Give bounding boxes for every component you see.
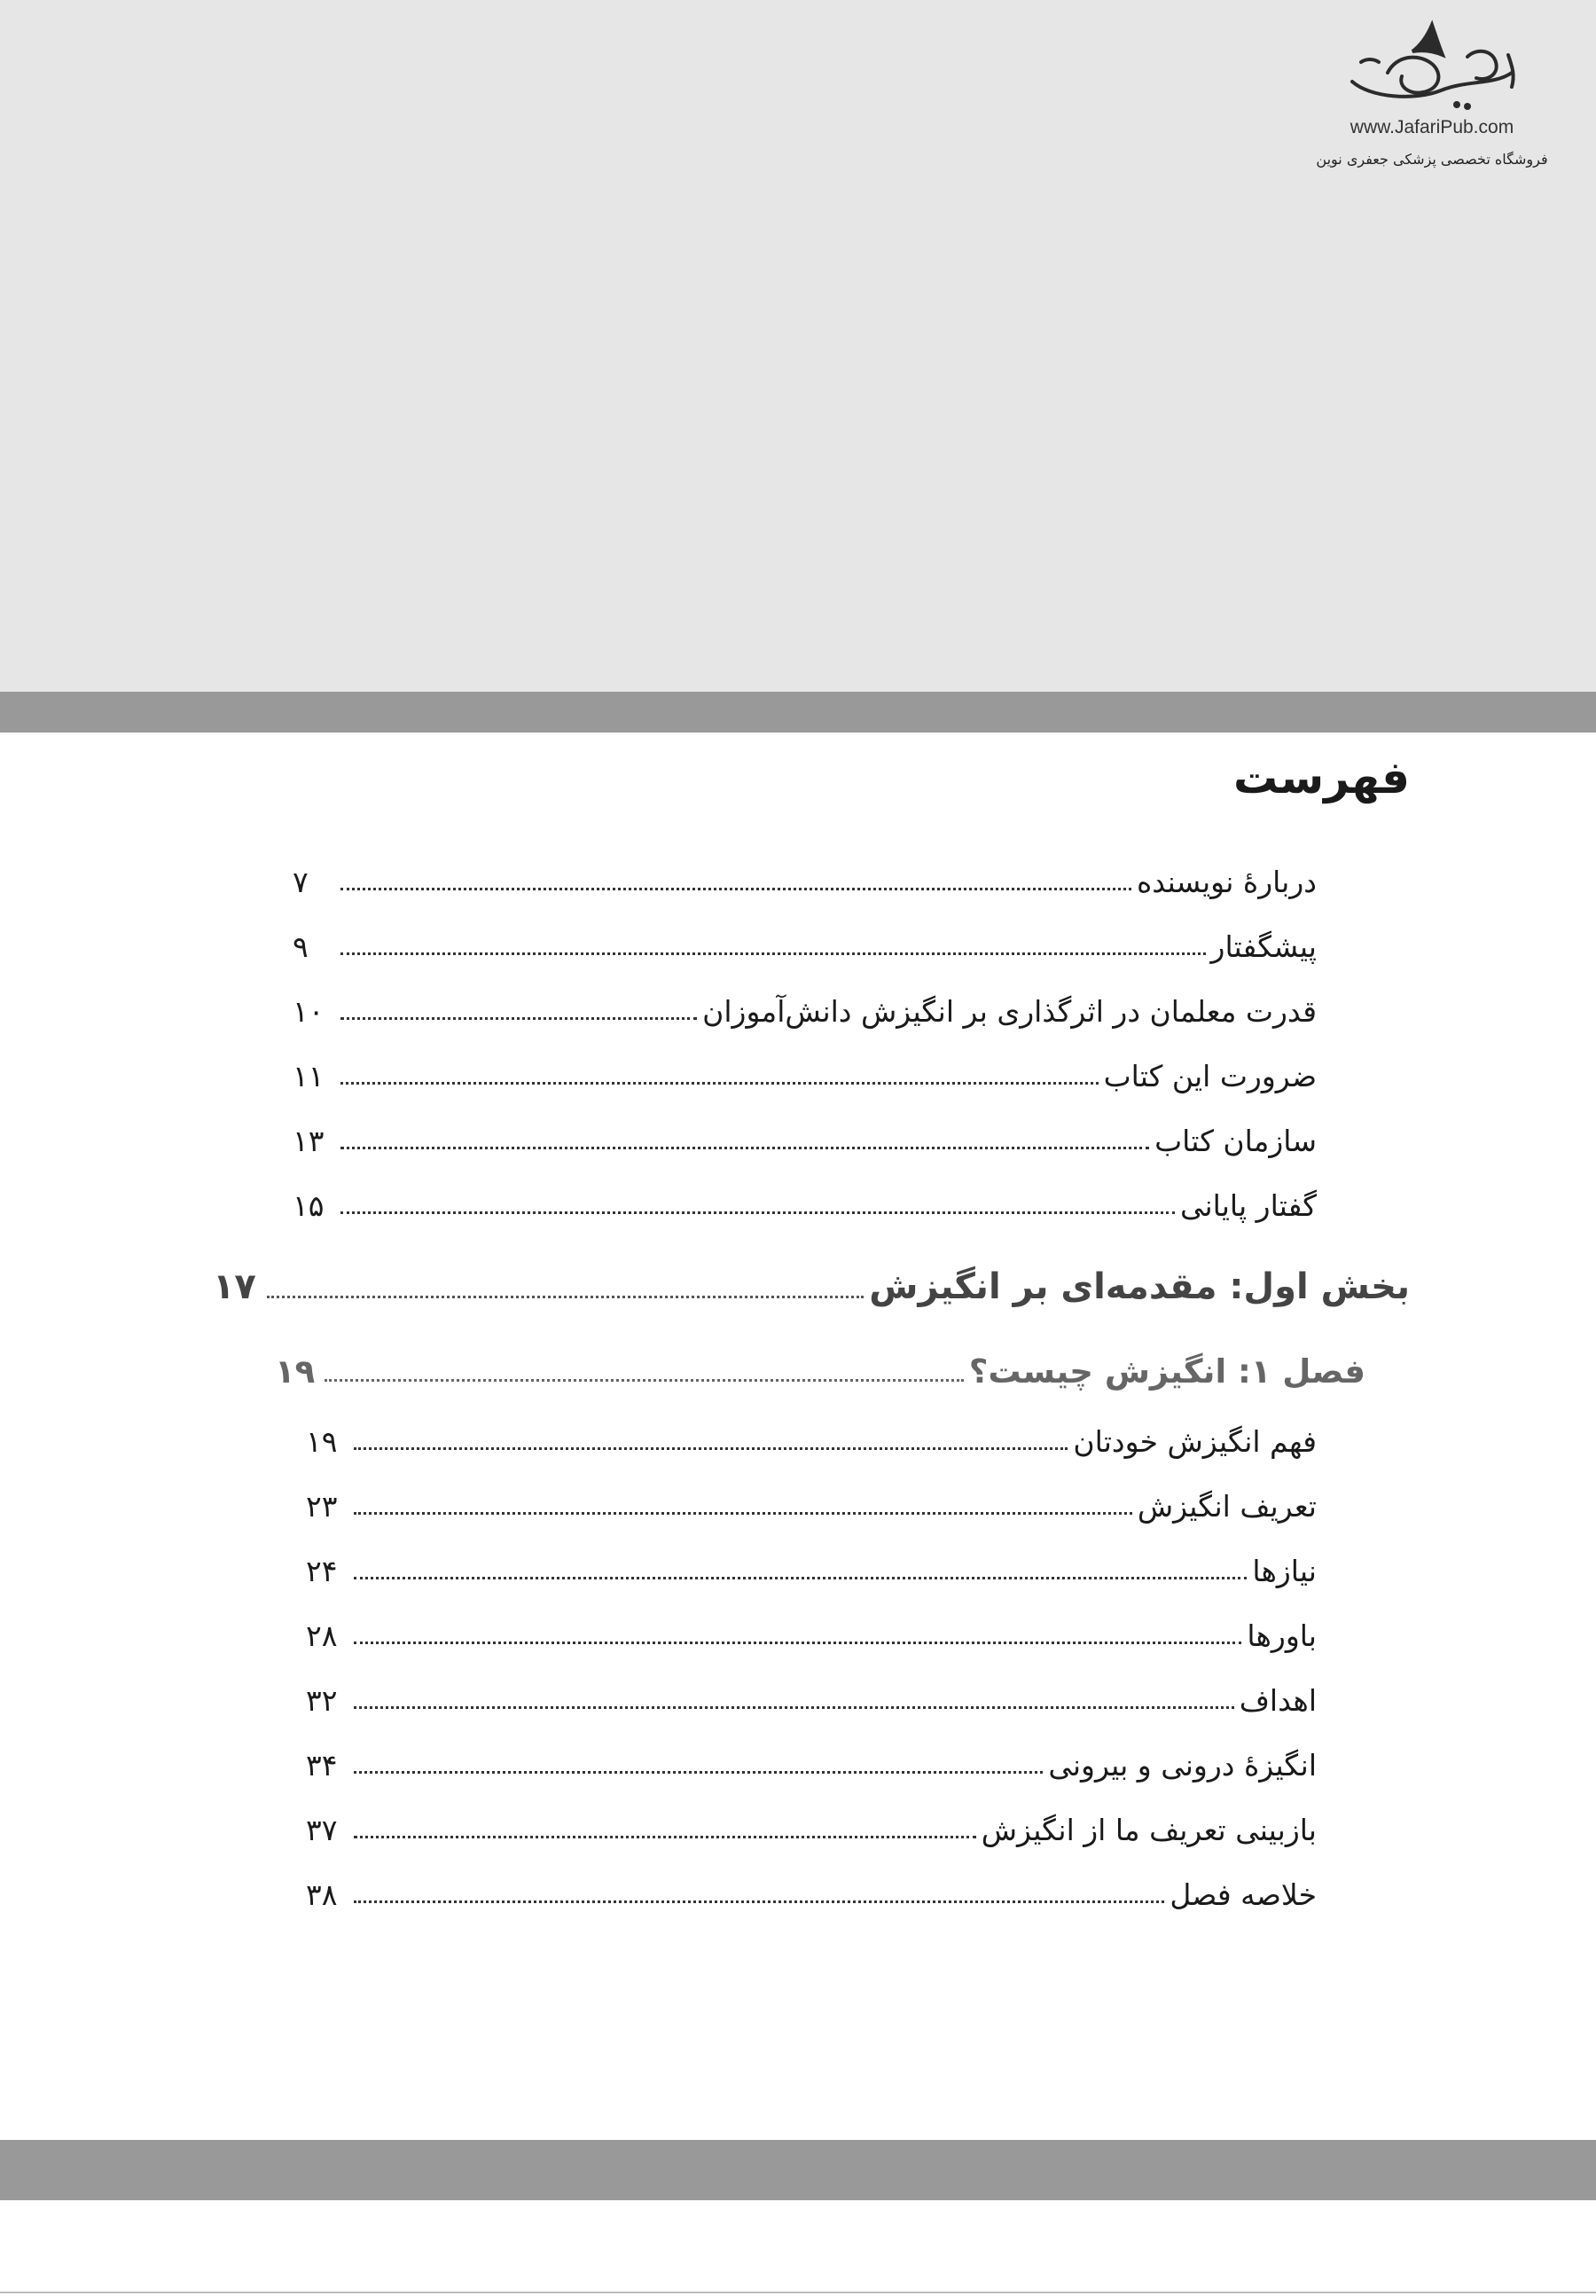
toc-chapter-page: ۱۹ bbox=[275, 1352, 316, 1391]
toc-entry-page: ۲۳ bbox=[306, 1489, 338, 1524]
leader-dots bbox=[354, 1512, 1132, 1515]
footer-rule bbox=[0, 2292, 1596, 2293]
toc-entry-label: اهداف bbox=[1239, 1683, 1317, 1718]
toc-part-entry[interactable] bbox=[213, 1266, 1410, 1307]
leader-dots bbox=[340, 1082, 1099, 1085]
toc-entry-label: پیشگفتار bbox=[1210, 929, 1317, 964]
toc-entry[interactable] bbox=[306, 1748, 1317, 1783]
leader-dots bbox=[354, 1642, 1241, 1644]
toc-entry[interactable] bbox=[306, 1813, 1317, 1847]
toc-entry-page: ۳۲ bbox=[306, 1683, 338, 1718]
toc-entry[interactable] bbox=[293, 929, 1317, 964]
toc-title: فهرست bbox=[1233, 752, 1410, 803]
toc-entry-page: ۳۷ bbox=[306, 1813, 338, 1847]
toc-entry-label: انگیزۀ درونی و بیرونی bbox=[1048, 1748, 1317, 1783]
toc-entry[interactable] bbox=[293, 865, 1317, 899]
toc-entry-label: فهم انگیزش خودتان bbox=[1073, 1424, 1317, 1459]
toc-entry-label: بازبینی تعریف ما از انگیزش bbox=[981, 1813, 1317, 1847]
toc-entry[interactable] bbox=[306, 1877, 1317, 1912]
toc-entry-label: خلاصه فصل bbox=[1170, 1877, 1317, 1912]
toc-entry-label: ضرورت این کتاب bbox=[1103, 1059, 1317, 1093]
leader-dots bbox=[354, 1706, 1234, 1709]
jafari-calligraphy-logo-icon bbox=[1334, 20, 1530, 117]
publisher-url: www.JafariPub.com bbox=[1350, 117, 1514, 137]
toc-entry[interactable] bbox=[293, 1188, 1317, 1223]
toc-entry-page: ۲۸ bbox=[306, 1618, 338, 1653]
toc-entry[interactable] bbox=[306, 1683, 1317, 1718]
toc-entry-label: سازمان کتاب bbox=[1154, 1124, 1317, 1158]
toc-entry-page: ۷ bbox=[293, 865, 309, 899]
publisher-logo bbox=[1312, 20, 1552, 179]
toc-entry-page: ۱۳ bbox=[293, 1124, 325, 1158]
leader-dots bbox=[340, 1017, 697, 1020]
toc-entry-page: ۳۴ bbox=[306, 1748, 338, 1783]
toc-entry[interactable] bbox=[306, 1489, 1317, 1524]
toc-entry-page: ۲۴ bbox=[306, 1554, 338, 1588]
toc-chapter-label: فصل ۱: انگیزش چیست؟ bbox=[968, 1352, 1365, 1391]
toc-entry-page: ۱۱ bbox=[293, 1059, 325, 1093]
toc-entry-label: دربارۀ نویسنده bbox=[1136, 865, 1317, 899]
toc-entry-label: نیازها bbox=[1252, 1554, 1317, 1588]
toc-entry-label: گفتار پایانی bbox=[1179, 1188, 1317, 1223]
toc-entry-page: ۱۰ bbox=[293, 994, 325, 1029]
toc-entry[interactable] bbox=[306, 1424, 1317, 1459]
toc-entry[interactable] bbox=[293, 1124, 1317, 1158]
leader-dots bbox=[354, 1771, 1043, 1774]
header-band bbox=[0, 692, 1596, 733]
leader-dots bbox=[340, 1147, 1149, 1149]
publisher-caption: فروشگاه تخصصی پزشکی جعفری نوین bbox=[1316, 151, 1548, 168]
leader-dots bbox=[325, 1379, 964, 1382]
leader-dots bbox=[354, 1900, 1164, 1903]
toc-entry-page: ۹ bbox=[293, 929, 309, 964]
toc-entry-page: ۱۹ bbox=[306, 1424, 338, 1459]
toc-entry[interactable] bbox=[306, 1554, 1317, 1588]
toc-entry[interactable] bbox=[293, 1059, 1317, 1093]
leader-dots bbox=[354, 1447, 1068, 1450]
toc-entry-label: قدرت معلمان در اثرگذاری بر انگیزش دانش‌آموزان bbox=[702, 994, 1317, 1029]
leader-dots bbox=[340, 888, 1131, 890]
leader-dots bbox=[354, 1836, 976, 1838]
toc-entry[interactable] bbox=[293, 994, 1317, 1029]
leader-dots bbox=[340, 1211, 1175, 1214]
toc-part-label: بخش اول: مقدمه‌ای بر انگیزش bbox=[869, 1266, 1410, 1307]
toc-entry-label: تعریف انگیزش bbox=[1137, 1489, 1317, 1524]
footer-band bbox=[0, 2140, 1596, 2200]
toc-entry-page: ۱۵ bbox=[293, 1188, 325, 1223]
leader-dots bbox=[340, 952, 1206, 955]
toc-entry-page: ۳۸ bbox=[306, 1877, 338, 1912]
leader-dots bbox=[267, 1296, 864, 1298]
toc-entry[interactable] bbox=[306, 1618, 1317, 1653]
toc-chapter-entry[interactable] bbox=[275, 1352, 1365, 1391]
leader-dots bbox=[354, 1577, 1247, 1579]
toc-part-page: ۱۷ bbox=[213, 1266, 256, 1307]
toc-entry-label: باورها bbox=[1247, 1618, 1317, 1653]
